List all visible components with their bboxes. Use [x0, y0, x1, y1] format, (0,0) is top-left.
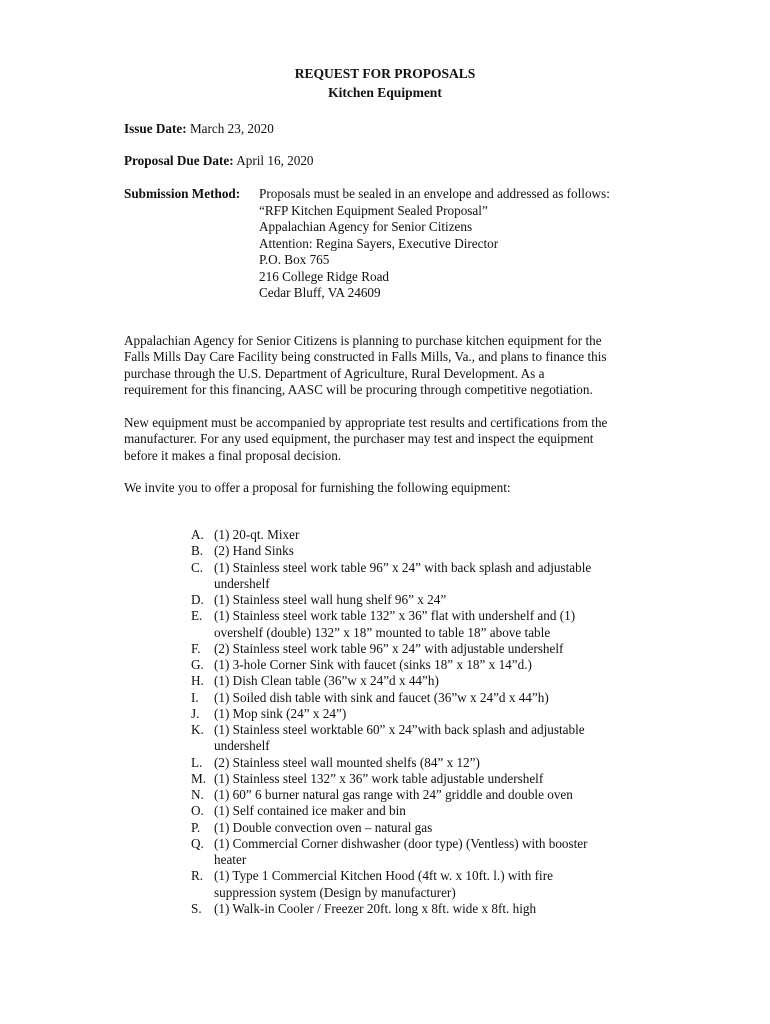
list-item-letter: M. [191, 770, 207, 786]
list-item-text: (1) Walk-in Cooler / Freezer 20ft. long x 8ft. wide x 8ft. high [214, 900, 537, 916]
list-item-letter: L. [191, 754, 203, 770]
equipment-list-item [191, 560, 661, 593]
due-date-label: Proposal Due Date: [124, 153, 234, 168]
equipment-list-item [191, 722, 661, 755]
list-item-text: (1) Stainless steel worktable 60” x 24”with back splash and adjustable undershelf [214, 722, 585, 754]
submission-line-3: Appalachian Agency for Senior Citizens [259, 219, 473, 234]
list-item-letter: A. [191, 527, 204, 542]
list-item-letter: E. [191, 608, 203, 624]
submission-line-1: Proposals must be sealed in an envelope and addressed as follows: [259, 186, 610, 201]
due-date-value: April 16, 2020 [236, 153, 314, 168]
submission-line-6: 216 College Ridge Road [259, 268, 390, 284]
issue-date-label: Issue Date: [124, 121, 187, 136]
document-subtitle: Kitchen Equipment [328, 85, 442, 100]
equipment-list-item [191, 901, 661, 917]
equipment-list-item [191, 543, 661, 559]
list-item-text: (1) Stainless steel work table 132” x 36” flat with undershelf and (1) overshelf (double) 132” x 18” mounted to table 18” above table [214, 608, 576, 640]
list-item-letter: S. [191, 900, 202, 916]
list-item-text: (1) Commercial Corner dishwasher (door type) (Ventless) with booster heater [214, 835, 588, 867]
equipment-list-item [191, 657, 661, 673]
list-item-letter: G. [191, 657, 204, 672]
equipment-list-item [191, 787, 661, 803]
list-item-text: (1) 60” 6 burner natural gas range with 24” griddle and double oven [214, 787, 573, 802]
equipment-list-item [191, 641, 661, 657]
equipment-list-item [191, 771, 661, 787]
equipment-list-item [191, 592, 661, 608]
equipment-list-item [191, 706, 661, 722]
list-item-text: (1) Double convection oven – natural gas [214, 819, 433, 835]
list-item-letter: O. [191, 803, 204, 819]
list-item-text: (1) Self contained ice maker and bin [214, 803, 406, 819]
submission-line-5: P.O. Box 765 [259, 252, 330, 267]
equipment-list-item [191, 673, 661, 689]
list-item-letter: D. [191, 592, 204, 607]
list-item-letter: J. [191, 705, 200, 721]
issue-date-line [124, 121, 274, 137]
submission-method-label: Submission Method: [124, 186, 241, 201]
equipment-list-item [191, 527, 661, 543]
submission-line-7: Cedar Bluff, VA 24609 [259, 285, 381, 300]
paragraph-invitation: We invite you to offer a proposal for furnishing the following equipment: [124, 480, 511, 495]
list-item-letter: R. [191, 868, 204, 884]
list-item-text: (2) Hand Sinks [214, 543, 294, 559]
issue-date-value: March 23, 2020 [189, 121, 274, 136]
equipment-list-item [191, 836, 661, 869]
list-item-letter: H. [191, 673, 204, 689]
equipment-list-item [191, 868, 661, 901]
submission-line-2: “RFP Kitchen Equipment Sealed Proposal” [259, 202, 488, 218]
list-item-text: (1) Type 1 Commercial Kitchen Hood (4ft w. x 10ft. l.) with fire suppression system (Design by manufacturer) [214, 868, 553, 900]
document-title: REQUEST FOR PROPOSALS [294, 66, 476, 81]
list-item-text: (1) Mop sink (24” x 24”) [214, 705, 347, 721]
list-item-letter: P. [191, 819, 201, 835]
paragraph-intro: Appalachian Agency for Senior Citizens is planning to purchase kitchen equipment for the Falls Mills Day Care Facility being constructed in Falls Mills, Va., and plans to finance this purchase through the U.S. Department of Agriculture, Rural Development. As a requirement for this financing, AASC will be procuring through competitive negotiation. [124, 333, 607, 398]
list-item-letter: Q. [191, 835, 204, 851]
list-item-text: (1) 20-qt. Mixer [214, 527, 300, 542]
list-item-text: (2) Stainless steel work table 96” x 24” with adjustable undershelf [214, 640, 564, 656]
list-item-letter: B. [191, 543, 204, 559]
equipment-list-item [191, 820, 661, 836]
list-item-letter: K. [191, 722, 204, 737]
list-item-letter: I. [191, 689, 199, 705]
list-item-letter: C. [191, 559, 204, 575]
list-item-text: (1) Soiled dish table with sink and faucet (36”w x 24”d x 44”h) [214, 689, 549, 705]
equipment-list-item [191, 690, 661, 706]
list-item-letter: F. [191, 640, 201, 656]
list-item-text: (1) Dish Clean table (36”w x 24”d x 44”h) [214, 673, 439, 689]
equipment-list [191, 527, 661, 917]
list-item-text: (2) Stainless steel wall mounted shelfs (84” x 12”) [214, 754, 480, 770]
list-item-text: (1) Stainless steel 132” x 36” work table adjustable undershelf [214, 770, 544, 786]
equipment-list-item [191, 803, 661, 819]
due-date-line [124, 153, 314, 169]
list-item-text: (1) 3-hole Corner Sink with faucet (sinks 18” x 18” x 14”d.) [214, 657, 532, 672]
paragraph-equipment-requirements: New equipment must be accompanied by appropriate test results and certifications from the manufacturer. For any used equipment, the purchaser may test and inspect the equipment before it makes a final proposal decision. [124, 415, 608, 463]
equipment-list-item [191, 608, 661, 641]
equipment-list-item [191, 755, 661, 771]
list-item-text: (1) Stainless steel wall hung shelf 96” x 24” [214, 592, 447, 607]
submission-line-4: Attention: Regina Sayers, Executive Director [259, 235, 499, 251]
list-item-text: (1) Stainless steel work table 96” x 24” with back splash and adjustable undershelf [214, 559, 592, 591]
list-item-letter: N. [191, 787, 204, 802]
